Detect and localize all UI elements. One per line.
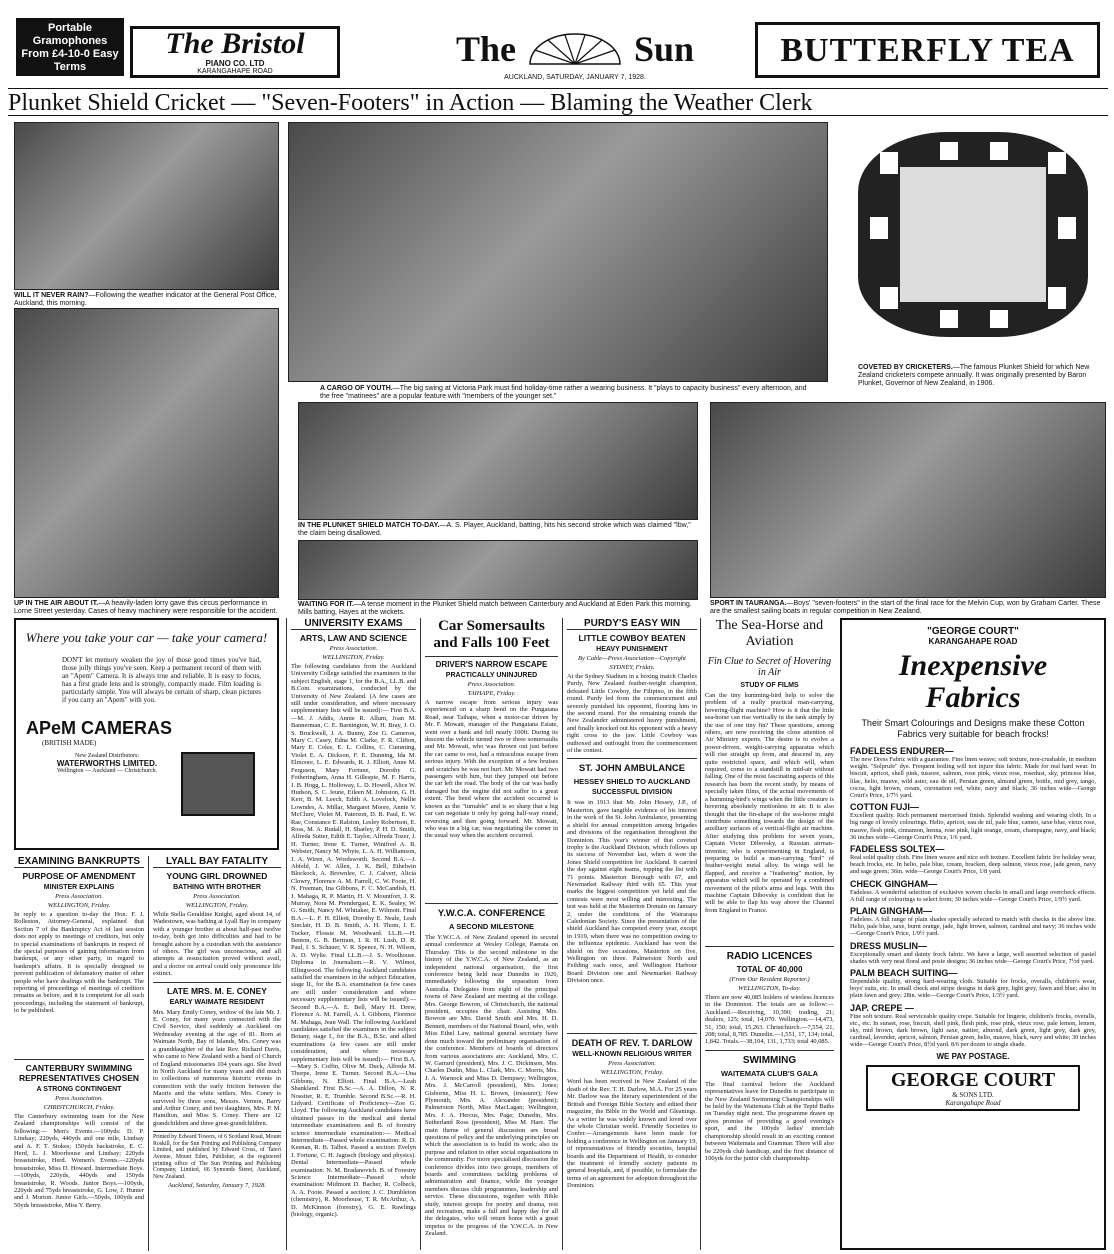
ywca-text: The Y.W.C.A. of New Zealand opened its second annual conference at Wesley College, Paerata on Thursday. This is the second milestone in the history of the Y.W.C.A. of New Zealand, as an independent national organisation, the first conference being held near Dunedin in 1926, immediately following the separation from Australia. Delegates from eight of the principal towns of New Zealand are meeting at the college. Mrs. George Bowron, of Christchurch, the national president, occupies the chair. Assisting Mrs. Bowron are Mrs. David Smith and Mrs. H. D. Bennett, members of the National Board, who, with Miss Ethel Law, national general secretary have done much toward the preliminary organisation of the conference. Members of boards of directors from various associations are: Auckland, Mrs. C. W. Garrard (president), Mrs. J. C. Dickinson, Mrs. Charles Dudin, Miss L. Clark, Mrs. C. Morris, Mrs. J. A. Warnock and Miss D. Dempsey; Wellington, Mrs. J. McCarroll (president), Mrs. Jones; Gisborne, Miss H. L. Brown, (treasurer); New Plymouth, Mrs. A. Alexander (president); Palmerston North, Miss MacLagan; Wellington, Mrs. J. A. Hercus, Mrs. Page; Dunedin, Mrs. Sutherland Ross (president), Miss M. Hare. The main theme of general discussion are broad questions of policy and the underlying principles on which the association is to build its work; also its purpose and relation to other social organisations in the community. For more specialised discussion the conference divides into two groups, members of boards and committees tackling problems of administration and finance, while the younger members discuss club programmes, leadership and service. These discussions, together with Bible study, interest groups for poetry and drama, rest and recreation, make a full and happy day for all the delegates, who will return home with a great impetus to the progress of the Y.W.C.A. in New Zealand. [425,934,558,1238]
fabric-item [850,1003,1096,1049]
stjohn-head2: HESSEY SHIELD TO AUCKLAND [573,777,691,787]
swim-head2: WAITEMATA CLUB'S GALA [720,1068,819,1078]
fabric-item-title: FADELESS SOLTEX— [850,844,945,855]
canterbury-swim-text: The Canterbury swimming team for the New Zealand championships will consist of the following:— Men's Events.—100yds: D. P. Lindsay; 220yds, 440yds and one mile, Lindsay and A. F. T. Stokes; 150yds backstroke, E. C. Herd, L. J. Moorhouse and Lindsay; 220yds breaststroke, Herd. Women's Events.—220yds breaststroke, Miss D. Howard. Intermediate Boys.—100yds, 220yds, 440yds and 150yds breaststroke, R. Woods. Junior Boys.—100yds, 220yds and 75yds breaststroke, G. Low, J. Hunter and J. Morton. Junior Girls.—50yds, 100yds and 50yds breaststroke, Miss Y. Berry. [14,1113,144,1209]
seahorse-head2: Fin Clue to Secret of Hovering in Air [707,656,832,678]
bristol-ad-sub: PIANO CO. LTD [205,59,265,68]
imprint: Printed by Edward Towers, of 6 Scotland Road, Mount Roskill, for the Sun Printing and Publishing Company Limited, and published by Edward Cross, of Taieri Avenue, Mount Eden, Publisher, at the registered printing office of The Sun Printing and Publishing Company, Limited, 66 Symonds Street, Auckland, New Zealand. [153,1131,281,1180]
radio-head2: TOTAL OF 40,000 [736,965,803,974]
fabric-item-desc: Fadeless. A wonderful selection of exclusive woven checks in small and large overcheck effects. A full range of colourings to select from; 30 inches wide—George Court's Price, 1/9½ yard. [850,888,1096,903]
fabric-item-title: DRESS MUSLIN— [850,940,928,951]
lyall-head1: LYALL BAY FATALITY [153,856,281,868]
darlow-head1: DEATH OF REV. T. DARLOW [567,1033,697,1048]
bankrupts-head2: PURPOSE OF AMENDMENT [22,871,136,881]
ywca-head2: A SECOND MILESTONE [448,922,534,931]
swim-head1: SWIMMING [705,1050,834,1066]
paper-title-sun: Sun [633,29,695,69]
apem-made: (BRITISH MADE) [42,739,97,747]
photo-waiting-for-it-caption: WAITING FOR IT.—A tense moment in the Plunket Shield match between Canterbury and Auckland at Eden Park this morning. Mills batting, Hayes at the wickets. [298,601,692,616]
purdy-head1: PURDY'S EASY WIN [567,618,697,630]
fabric-item [850,802,1096,841]
coney-head1: LATE MRS. M. E. CONEY [153,982,281,996]
photo-weather-indicator-caption-title: WILL IT NEVER RAIN? [14,292,89,299]
canterbury-swim-head2: A STRONG CONTINGENT [36,1086,122,1093]
fabric-item-desc: Fine soft texture. Real serviceable quality crepe. Suitable for lingerie, children's frocks, overalls, etc., etc. In sunset, rose, biscuit, shell pink, flesh pink, rose pink, vieux rose, pale lemon, lemon, sky, mid brown, dark brown, light saxe, nattier, almond, dark green, light grey, dark grey, cardinal, lavender, apricot, salmon, Persian green, helio, mauve, black, navy and white; 30 inches wide—George Court's Price, 8½d yard. 8/6 per dozen to single shade. [850,1012,1096,1049]
photo-cricket-match-caption: IN THE PLUNKET SHIELD MATCH TO-DAY.—A. S. Player, Auckland, batting, hits his second stroke which was claimed "lbw," the claim being disallowed. [298,522,691,537]
exams-head1: UNIVERSITY EXAMS [291,618,416,630]
radio-text: There are now 40,085 holders of wireless licences in the Dominion. The totals are as follow:— Auckland.—Receiving, 10,390; trading, 21; dealers, 125; total, 14,070. Wellington.—14,473, 51, 150; total, 15,263. Christchurch.—7,554, 21, 208; total, 8,785. Dunedin.—1,551, 17, 134; total, 1,842. Totals.—38,104, 131, 1,733; total 40,085. [705,994,834,1046]
george-court-ad [840,618,1106,1250]
banner-headline: Plunket Shield Cricket — "Seven-Footers" in Action — Blaming the Weather Clerk [8,88,1108,116]
fabric-item-title: FADELESS ENDURER— [850,746,954,756]
car-text: A narrow escape from serious injury was experienced on a sharp bend on the Pungatana Road, near Taihape, when a motor-car driven by Mr. F. Mowatt, manager of the Pungatana Estate, went over a bank and fell nearly 100ft. During its descent the vehicle turned two or three somersaults and Mr. Mowatt, who was thrown out just before the car came to rest, had a miraculous escape from serious injury. With the exception of a few bruises and scratches he was not hurt. Mr. Mowatt had two passengers with him, but they jumped out before the car left the road. The body of the car was badly damaged but the engine did not suffer to a great extent. The bend where the accident occurred is known as the "turnable" and is so sharp that a big car can negotiate it only by going half-way round, reversing and then going forward. Mr. Mowatt, who was in a big car, was negotiating the corner in the usual way when the accident occurred. [425,699,558,840]
headline-weather: Blaming the Weather Clerk [550,90,813,116]
bristol-ad-title: The Bristol [165,27,305,60]
fabric-item [850,879,1096,903]
photo-cargo-of-youth-caption: A CARGO OF YOUTH.—The big swing at Victoria Park must find holiday-time rather a wearing business. It "plays to capacity business" every afternoon, and the free "matinees" are a popular feature with "members of the younger set." [320,385,807,400]
gc-items [850,746,1096,1049]
photo-lorry-caption: UP IN THE AIR ABOUT IT.—A heavily-laden lorry gave this circus performance in Lorne Street yesterday. Cases of heavy machinery were responsible for the accident. [14,600,278,615]
bankrupts-head1: EXAMINING BANKRUPTS [14,856,144,868]
fabric-item-title: COTTON FUJI— [850,802,919,813]
fabric-item-desc: The new Dress Fabric with a guarantee. Fine linen weave; soft texture, non-crushable, in medium weight. "Solprufe" dye. Frequent boiling will not injure this fabric. Made for real hard wear. In biscuit, apricot, shell pink, tussore, salmon, rose pink, vieux rose, rosedust, sky, princess blue, lilac, helio, mauve, wild aster, eau de nil, Persian green, almond green, bottle, mid grey, tango, cocoa, light brown, cream, coronation red, white, navy and black; 36 inches wide—George Court's Price, 1/7½ yard. [850,756,1096,800]
exams-head2: ARTS, LAW AND SCIENCE [299,633,408,643]
photo-cricket-match [298,402,698,520]
photo-lorry [14,308,279,598]
fabric-item [850,941,1096,965]
darlow-text: Word has been received in New Zealand of the death of the Rev. T. H. Darlow, M.A. For 25 years Mr. Darlow was the literary superintendent of the British and Foreign Bible Society and edited their magazine, the Bible in the World and Gleanings. As a writer he was widely known and loved over the whole Christian world. Friendly Societies to Confer.—Arrangements have been made for holding a conference in Wellington on January 19, of representatives of friendly societies, hospital boards and the Department of Health, to consider the treatment of friendly society patients in general hospitals, and, if possible, to formulate the terms of an agreement for adoption throughout the Dominion. [567,1078,697,1190]
headline-cricket: Plunket Shield Cricket [8,90,226,116]
coney-text: Mrs. Mary Emily Coney, widow of the late Mr. J. E. Coney, for many years connected with the Civil Service, died suddenly at Auckland on Wednesday evening at the age of 81. Born at Waimate North, Bay of Islands, Mrs. Coney was a granddaughter of the late Rev. Richard Davis, who came to New Zealand with a band of Church of England missionaries 104 years ago. She lived in North Auckland for many years and did much to collections of numerous historic events in connection with the early friction between the Maoris and the white settlers. Mrs. Coney is survived by three sons, Messrs. Vernon, Barry and Arthur Coney, and two daughters, Mrs. P. M. Hamilton, and Miss S. Coney. There are 12 grandchildren and three great-grandchildren. [153,1008,281,1127]
lyall-text: While Stella Geraldine Knight, aged about 14, of Wadestown, was bathing at Lyall Bay in company with a younger brother at about half-past twelve to-day, both got into difficulties and had to be brought ashore by a custodian with the assistance of others. The girl was unconscious, and all attempts at resuscitation proved without avail, and a doctor on arrival could only pronounce life extinct. [153,911,281,978]
car-head2: DRIVER'S NARROW ESCAPE [425,656,558,669]
fabric-item-title: PLAIN GINGHAM— [850,906,932,917]
gc-logo-addr: Karangahape Road [945,1098,1001,1107]
fabric-item-title: JAP. CREPE — [850,1002,914,1013]
fabric-item-title: CHECK GINGHAM— [850,878,937,889]
photo-tauranga-sailing-caption: SPORT IN TAURANGA.—Boys' "seven-footers" in the start of the final race for the Melvin Cup, won by Graham Carter. These are the smallest sailing boats in regular competition in New Zealand. [710,600,1101,615]
gc-logo [866,1065,1080,1111]
ywca-head1: Y.W.C.A. CONFERENCE [425,903,558,919]
coney-head2: EARLY WAIMATE RESIDENT [169,998,265,1006]
apem-distrib: WATERWORTHS LIMITED. [56,759,158,768]
gc-logo-sub: & SONS LTD. [952,1090,994,1099]
lyall-head2: YOUNG GIRL DROWNED [166,871,268,881]
column-seahorse: The Sea-Horse and Aviation Fin Clue to Secret of Hovering in Air STUDY OF FILMS Can the tiny humming-bird help to solve the problem of a really practical man-carrying, hovering-flight machine? How is it that the little sea-horse can rise vertically in the tank simply by the use of one tiny fin? These questions, among others, are now receiving the close attention of Air Ministry experts. The desire is to evolve a power-driven, weight-carrying apparatus which will rise straight up from, and descend in, any quite restricted space, and which will, when required, come to a standstill in mid-air without falling. One of the most fascinating aspects of this research has been the recent study, by means of specially taken films, of the actual movements of a humming-bird's wings when the little creature is hovering absolutely motionless in air. It is also thought that the fin-shape of the sea-horse might contribute something towards the design of the auxiliary surfaces of a vertical-flight air machine. After studying this problem for seven years, Captain Victor Dibovsky, a Russian airman-inventor, who is experimenting in England, is preparing to build a man-carrying "bird" of feather-weight metal alloy. Its wings will be flapped, and receive a "feathering" motion, by apparatus which will be operated by a combined movement of the pilot's arms and legs. With this machine Captain Dibovsky is confident that he will be able to flap his way above the Channel from England to France. RADIO LICENCES TOTAL OF 40,000 (From Our Resident Reporter.) WELLINGTON, To-day. There are now 40,085 holders of wireless licences in the Dominion. The totals are as follow:— Auckland.—Receiving, 10,390; trading, 21; dealers, 125; total, 14,070. Wellington.—14,473, 51, 150; total, 15,263. Christchurch.—7,554, 21, 208; total, 8,785. Dunedin.—1,551, 17, 134; total, 1,842. Totals.—38,104, 131, 1,733; total 40,085. SWIMMING WAITEMATA CLUB'S GALA The final carnival before the Auckland representatives leave for Dunedin to participate in the New Zealand Swimming Championships will be held by the Waitemata Club at the Tepid Baths on Tuesday night next. The programme drawn up gives promise of providing a good evening's sport, and the 100yds ladies' interclub championship should result in an exciting contest between Waitemata and Grammar. There will also be 220yds club handicap, and the first distance of 100yds for the junior club championship. [700,618,834,1250]
column-purdy: PURDY'S EASY WIN LITTLE COWBOY BEATEN HEAVY PUNISHMENT By Cable—Press Association—Copyright SYDNEY, Friday. At the Sydney Stadium in a boxing match Charles Purdy, New Zealand feather-weight champion, defeated Little Cowboy, the Filipino, in the fifth round. Purdy led from the commencement and severely punished his opponent, flooring him in the second round. For the remaining rounds the New Zealander administered heavy punishment, and finally knocked out his opponent with a heavy right cross to the jaw. Little Cowboy was outboxed and outfought from the commencement of the contest. ST. JOHN AMBULANCE HESSEY SHIELD TO AUCKLAND SUCCESSFUL DIVISION It was in 1913 that Mr. John Hessey, J.P., of Masterton, gave tangible evidence of his interest in the work of the St. John Ambulance, presenting a shield for annual competition among brigades and divisions of the organisation throughout the Dominion. This year's winner of that coveted trophy is the Auckland Division, which follows up its success of November last, when it won the Jones Shield competition for Auckland. It carried the day against eight teams, topping the list with 71 points. Masterton Borough with 67, and Newmarket Railway third with 65. This year marks the biggest competition yet held and the contests were most willing and interesting. The test was held at the Masterton Domain on January 2, under the conditions of the Wairarapa Caledonian Society. Since the presentation of the shield Auckland has competed every year, except in 1919, when there was no competition owing to the influenza epidemic. Auckland has won the shield on five occasions, Masterton on five, Wellington on three. Palmerston North and Feilding each once, and Wellington Harbour Board Division one and Newmarket Railway Division once. DEATH OF REV. T. DARLOW WELL-KNOWN RELIGIOUS WRITER Press Association. WELLINGTON, Friday. Word has been received in New Zealand of the death of the Rev. T. H. Darlow, M.A. For 25 years Mr. Darlow was the literary superintendent of the British and Foreign Bible Society and edited their magazine, the Bible in the World and Gleanings. As a writer he was widely known and loved over the whole Christian world. Friendly Societies to Confer.—Arrangements have been made for holding a conference in Wellington on January 19, of representatives of friendly societies, hospital boards and the Department of Health, to consider the treatment of friendly society patients in general hospitals, and, if possible, to formulate the terms of an agreement for adoption throughout the Dominion. [562,618,697,1250]
apem-distrib-label: New Zealand Distributors: [75,753,139,759]
photo-plunket-shield [840,122,1106,352]
stjohn-head3: SUCCESSFUL DIVISION [592,789,672,797]
photo-tauranga-sailing [710,402,1106,598]
column-bankrupts: EXAMINING BANKRUPTS PURPOSE OF AMENDMENT MINISTER EXPLAINS Press Association. WELLINGTON, Friday. In reply to a question to-day the Hon. F. J. Rolleston, Attorney-General, explained that Section 7 of the Bankruptcy Act of last session does not apply to meetings of creditors, but only to special examinations of bankrupts in respect of the special purposes of gaining information from bankrupt, or any other party, in regard to bankrupt's affairs. It is specially designed to prevent publication of defamatory matter of other people who have dealings with the bankrupt. The reporting of proceedings of meetings of creditors remains as before, and it is competent for all such proceedings, including the statement of bankrupt, to be published. CANTERBURY SWIMMING REPRESENTATIVES CHOSEN A STRONG CONTINGENT Press Association. CHRISTCHURCH, Friday. The Canterbury swimming team for the New Zealand championships will consist of the following:— Men's Events.—100yds: D. P. Lindsay; 220yds, 440yds and one mile, Lindsay and A. F. T. Stokes; 150yds backstroke, E. C. Herd, L. J. Moorhouse and Lindsay; 220yds breaststroke, Herd. Women's Events.—220yds breaststroke, Miss D. Howard. Intermediate Boys.—100yds, 220yds, 440yds and 150yds breaststroke, R. Woods. Junior Boys.—100yds, 220yds and 75yds breaststroke, G. Low, J. Hunter and J. Morton. Junior Girls.—50yds, 100yds and 50yds breaststroke, Miss Y. Berry. [14,856,144,1209]
purdy-text: At the Sydney Stadium in a boxing match Charles Purdy, New Zealand feather-weight champion, defeated Little Cowboy, the Filipino, in the fifth round. Purdy led from the commencement and severely punished his opponent, flooring him in the second round. For the remaining rounds the New Zealander administered heavy punishment, and finally knocked out his opponent with a heavy right cross to the jaw. Little Cowboy was outboxed and outfought from the commencement of the contest. [567,673,697,755]
imprint-date: Auckland, Saturday, January 7, 1928. [168,1182,266,1190]
fabric-item-desc: Dependable quality, strong hard-wearing cloth. Suitable for frocks, overalls, children's wear, boys' suits, etc. In small check and stripe designs in dark grey, light grey, fawn and blue; also in plain fawn and grey; 28in. wide—George Court's Price, 1/3½ yard. [850,978,1096,1000]
column-exams: UNIVERSITY EXAMS ARTS, LAW AND SCIENCE Press Association. WELLINGTON, Friday. The following candidates from the Auckland University College satisfied the examiners in the subject English, stage 1, for the B.A., LL.B. and B.Com. examinations, conducted by the University of New Zealand. (A few cases are still under consideration, and where necessary supplementary lists will be issued):— First B.A.—M. J. Addis, Annie R. Allum, Joan M. Bannerman, C. E. Barnington, W. H. Bray, J. O. S. Bruckwell, J. A. Bunny, Zoe G. Cameron, Mary C. Casey, Edna M. Clarke, F. R. Clifton, Mary E. Coles, E. L. Collins, C. Cumming, Violet E. A. Dickson, F. E. Dunning, Ida M. Elmoore, L. E. Edwards, R. J. Elliott, Anne M. Ferguson, Mary Fortune, Dorothy G. Fotheringham, Anna H. Gillespie, M. F. Harris, J. B. Hogg, L. Holloway, L. D. Howell, Alice W. Hudson, S. C. Jeune, Eileen M. Johnston, G. H. Kerr, B. M. Leech, Edith A. Lovelock, Nellie Lowndes, A. Millar, Margaret Moore, Annie V. McClure, Violet M. Paterson, D. B. Paul, E. W. Rae, Constance E. Ralston, Lesley Robertson, E. Ross, M. A. Rudall, H. Sharley, P. H. D. Smith, Alfreda Sutter, Edith E. Taylor, Alfreda Tozer, J. H. Turner, Irene E. Turner, Winifred A. B. Webster, Nancy M. Whyte, L. A. H. Williamson, J. A. Wiren, A. Wordsworth. Second B.A.—J. Abfeld, J. W. Allen, J. K. Bell, Ethelwin Blockock, A. Brownlee, C. J. Calvert, Alicia Clowry, Florence A. M. Farrell, C. W. Foote, H. N. Freeman, Ina Gibbons, F. C. McCandish, H. J. Mahaga, R. P. Martin, H. V. Mountfort, J. R. Murray, Nora M. Prendergast, E. K. Sealey, W. G. Smith, Nancy M. Whitaker, E. Wilmott. Final B.A.—L. F. H. Elliott, Dorothy E. Neale, Leah Sinclair, H. D. B. Smith, A. H. Thom, I. E. Tucker, Flossie M. Woodward. LL.B.—H. Benton, G. B. Bertram, I. R. H. Lush, D. R. Paul, I. S. Schauer, V. R. Spence, N. H. Wilson, A. D. Wylie. Final LL.B.—J. S. Woolhouse. Diploma in Journalism.—R. V. Wilmot, Ellingwood. The following Auckland candidates satisfied the examiners in the subject Education, stage II., for the B.A. examination (a few cases are still under consideration and where necessary supplementary lists will be issued):— Second B.A.—A. E. Bell, Mary H. Drew, Florence A. M. Farrell, A. I. Gibbons, Florence M. Mahaga, Jean Wall. The following Auckland candidates satisfied the examiners in the subject Botany, stage I., for the B.A., B.Sc. and allied examinations (a few cases are still under consideration, and where necessary supplementary lists will be issued):— First B.A.—Mary S. Coffin, Olive M. Duck, Alfreda M. Thorpe, Irene E. Turner. Second B.A.—Una Gibbons, N. Elliott. Final B.A.—Leah Shankland. First B.Sc.—A. A. Dillon, N. R. Nossiter, R. E. Trumble. Second B.Sc.—R. H. Lidyard. Certificate of Proficiency—Zoe G. Lloyd. The following Auckland candidates have obtained passes in the medical and dental intermediate examinations and B. of forestry science intermediate examination:— Medical Intermediate—Passed whole examination: R. D. Keenan, R. B. Talbot. Passed a section: Evelyn J. Fortune, C. H. Jagusch (biology and physics). Dental Intermediate—Passed whole examination: N. M. Bradanovich. B. of Forestry Science Intermediate—Passed whole examination: Midmont D. Bacher, R. Colbeck, A. A. Foote. Passed a section: J. C. Dumbleton (chemistry), R. Moorhouse, T. R. McArthur, A. D. McKinnon (forestry), G. E. Rawlings (biology, organic). [286,618,416,1250]
apem-body: DON'T let memory weaken the joy of those good times you've had, those jolly things you've seen. Keep a permanent record of them with an "Apem" Camera. It is always true and reliable. It is easy to focus, has a first grade lens and is strongly, compactly made. Film loading is particularly simple. You will always be certain of sharp, clean pictures if you carry an "Apem" with you. [62,656,261,704]
butterfly-tea-ad-text: BUTTERFLY TEA [780,32,1075,69]
apem-brand: APeM CAMERAS [26,718,173,738]
paper-title-the: The [455,29,516,69]
gc-logo-text: GEORGE COURT [890,1068,1056,1091]
fabric-item-desc: Exceptionally smart and dainty frock fabric. We have a large, well assorted selection of pastel shades with very neat floral and posie designs; 36 inches wide—George Court's Price, 7½d yard. [850,950,1096,965]
gramophone-ad [16,18,124,76]
stjohn-text: It was in 1913 that Mr. John Hessey, J.P., of Masterton, gave tangible evidence of his interest in the work of the St. John Ambulance, presenting a shield for annual competition among brigades and divisions of the organisation throughout the Dominion. This year's winner of that coveted trophy is the Auckland Division, which follows up its success of November last, when it won the Jones Shield competition for Auckland. It carried the day against eight teams, topping the list with 71 points. Masterton Borough with 67, and Newmarket Railway third with 65. This year marks the biggest competition yet held and the contests were most willing and interesting. The test was held at the Masterton Domain on January 2, under the conditions of the Wairarapa Caledonian Society. Since the presentation of the shield Auckland has competed every year, except in 1919, when there was no competition owing to the influenza epidemic. Auckland has won the shield on five occasions, Masterton on five, Wellington on three. Palmerston North and Feilding each once, and Wellington Harbour Board Division one and Newmarket Railway Division once. [567,799,697,985]
fabric-item [850,746,1096,799]
seahorse-text: Can the tiny humming-bird help to solve the problem of a really practical man-carrying, hovering-flight machine? How is it that the little sea-horse can rise vertically in the tank simply by the use of one tiny fin? These questions, among others, are now receiving the close attention of Air Ministry experts. The desire is to evolve a power-driven, weight-carrying apparatus which will rise straight up from, and descend in, any quite restricted space, and which will, when required, come to a standstill in mid-air without falling. One of the most fascinating aspects of this research has been the recent study, by means of specially taken films, of the actual movements of a humming-bird's wings when the little creature is hovering absolutely motionless in air. It is also thought that the fin-shape of the sea-horse might contribute something towards the design of the auxiliary surfaces of a vertical-flight air machine. After studying this problem for seven years, Captain Victor Dibovsky, a Russian airman-inventor, who is experimenting in England, is preparing to build a man-carrying "bird" of feather-weight metal alloy. Its wings will be flapped, and receive a "feathering" motion, by apparatus which will be operated by a combined movement of the pilot's arms and legs. With this machine Captain Dibovsky is confident that he will be able to flap his way above the Channel from England to France. [705,692,834,914]
fabric-item-desc: Real solid quality cloth. Fine linen weave and nice soft texture. Excellent fabric for holiday wear, beach frocks, etc. In helio, pale blue, cream, bracken, deep salmon, vieux rose, jade green, navy and sage green; 36in. wide—George Court's Price, 1/8 yard. [850,854,1096,876]
apem-cities: Wellington — Auckland — Christchurch. [56,768,157,774]
gc-head2: KARANGAHAPE ROAD [928,637,1018,646]
fabric-item-desc: Fadeless. A full range of plain shades specially selected to match with checks in the above line. Helio, pale blue, saxe, burnt orange, jade, light brown, salmon, cardinal and navy; 36 inches wide—George Court's Price, 1/9½ yard. [850,916,1096,938]
purdy-head3: HEAVY PUNISHMENT [596,646,668,653]
gc-title2: Fabrics [925,681,1021,714]
purdy-head2: LITTLE COWBOY BEATEN [578,633,686,643]
bankrupts-head3: MINISTER EXPLAINS [43,884,115,891]
car-head3: PRACTICALLY UNINJURED [445,672,538,679]
gc-title1: Inexpensive [898,649,1048,682]
radio-head1: RADIO LICENCES [705,946,834,962]
bankrupts-text: In reply to a question to-day the Hon. F. J. Rolleston, Attorney-General, explained that Section 7 of the Bankruptcy Act of last session does not apply to meetings of creditors, but only to special examinations of bankrupts in respect of the special purposes of gaining information from bankrupt, or any other party, in regard to bankrupt's affairs. It is specially designed to prevent publication of defamatory matter of other people who have dealings with the bankrupt. The reporting of proceedings of meetings of creditors remains as before, and it is competent for all such proceedings, including the statement of bankrupt, to be published. [14,911,144,1015]
canterbury-swim-head1: CANTERBURY SWIMMING REPRESENTATIVES CHOSEN [14,1059,144,1083]
gc-postage: WE PAY POSTAGE. [936,1051,1010,1061]
plunket-shield-icon [840,122,1106,352]
photo-plunket-shield-caption: COVETED BY CRICKETERS.—The famous Plunket Shield for which New Zealand cricketers compete annually. It was originally presented by Baron Plunket, Governor of New Zealand, in 1906. [858,364,1090,387]
bristol-ad-addr: KARANGAHAPE ROAD [197,68,273,75]
fabric-item-desc: Excellent quality. Rich permanent mercerised finish. Splendid washing and wearing cloth. In a big range of lovely colourings. Helio, apricot, eau de nil, pale blue, cameo, saxe blue, vieux rose, mauve, flesh pink, cinnamon, henna, rose pink, light orange, cream, champagne, navy, and black; 36 inches wide—George Court's Price, 1/6 yard. [850,812,1096,841]
butterfly-tea-ad [755,22,1100,78]
photo-weather-indicator-caption: WILL IT NEVER RAIN?—Following the weather indicator at the General Post Office, Auckland, this morning. [14,292,277,307]
masthead [0,0,1114,86]
gramophone-ad-text: Portable Gramophones From £4-10-0 Easy Terms [21,22,119,73]
column-car-somersault: Car Somersaults and Falls 100 Feet DRIVER'S NARROW ESCAPE PRACTICALLY UNINJURED Press Association. TAIHAPE, Friday. A narrow escape from serious injury was experienced on a sharp bend on the Pungatana Road, near Taihape, when a motor-car driven by Mr. F. Mowatt, manager of the Pungatana Estate, went over a bank and fell nearly 100ft. During its descent the vehicle turned two or three somersaults and Mr. Mowatt, who was thrown out just before the car came to rest, had a miraculous escape from serious injury. With the exception of a few bruises and scratches he was not hurt. Mr. Mowatt had two passengers with him, but they jumped out before the car left the road. The body of the car was badly damaged but the engine did not suffer to a great extent. The bend where the accident occurred is known as the "turnable" and is so sharp that a big car can negotiate it only by going half-way round, reversing and then going forward. Mr. Mowatt, who was in a big car, was negotiating the corner in the usual way when the accident occurred. Y.W.C.A. CONFERENCE A SECOND MILESTONE The Y.W.C.A. of New Zealand opened its second annual conference at Wesley College, Paerata on Thursday. This is the second milestone in the history of the Y.W.C.A. of New Zealand, as an independent national organisation, the first conference being held near Dunedin in 1926, immediately following the separation from Australia. Delegates from eight of the principal towns of New Zealand are meeting at the college. Mrs. George Bowron, of Christchurch, the national president, occupies the chair. Assisting Mrs. Bowron are Mrs. David Smith and Mrs. H. D. Bennett, members of the National Board, who, with Miss Ethel Law, national general secretary have done much toward the preliminary organisation of the conference. Members of boards of directors from various associations are: Auckland, Mrs. C. W. Garrard (president), Mrs. J. C. Dickinson, Mrs. Charles Dudin, Miss L. Clark, Mrs. C. Morris, Mrs. J. A. Warnock and Miss D. Dempsey; Wellington, Mrs. J. McCarroll (president), Mrs. Jones; Gisborne, Miss H. L. Brown, (treasurer); New Plymouth, Mrs. A. Alexander (president); Palmerston North, Miss MacLagan; Wellington, Mrs. J. A. Hercus, Mrs. Page; Dunedin, Mrs. Sutherland Ross (president), Miss M. Hare. The main theme of general discussion are broad questions of policy and the underlying principles on which the association is to build its work; also its purpose and relation to other social organisations in the community. For more specialised discussion the conference divides into two groups, members of boards and committees tackling problems of administration and finance, while the younger members discuss club programmes, leadership and service. These discussions, together with Bible study, interest groups for poetry and drama, rest and recreation, make a full and happy day for all the delegates, who will return home with a great impetus to the progress of the Y.W.C.A. in New Zealand. [420,618,558,1250]
gc-intro: Their Smart Colourings and Designs make these Cotton Fabrics very suitable for beach frocks! [861,718,1085,739]
headline-seven-footers: "Seven-Footers" in Action [261,90,515,116]
masthead-dateline: AUCKLAND, SATURDAY, JANUARY 7, 1928. [504,74,646,81]
seahorse-head3: STUDY OF FILMS [740,682,799,689]
lyall-head3: BATHING WITH BROTHER [173,884,261,891]
car-head1: Car Somersaults and Falls 100 Feet [433,618,550,651]
camera-icon [181,752,255,816]
apem-camera-ad [14,618,279,850]
fabric-item-title: PALM BEACH SUITING— [850,968,958,979]
seahorse-head1: The Sea-Horse and Aviation [715,618,824,649]
swim-text: The final carnival before the Auckland representatives leave for Dunedin to participate in the New Zealand Swimming Championships will be held by the Waitemata Club at the Tepid Baths on Tuesday night next. The programme drawn up gives promise of providing a good evening's sport, and the 100yds ladies' interclub championship should result in an exciting contest between Waitemata and Grammar. There will also be 220yds club handicap, and the first distance of 100yds for the junior club championship. [705,1080,834,1162]
photo-weather-indicator [14,122,279,290]
stjohn-head1: ST. JOHN AMBULANCE [567,758,697,774]
bristol-ad [130,26,340,78]
fabric-item [850,844,1096,876]
paper-title [430,28,720,72]
darlow-head2: WELL-KNOWN RELIGIOUS WRITER [572,1051,692,1059]
fabric-item [850,968,1096,1000]
exams-text: The following candidates from the Auckland University College satisfied the examiners in the subject English, stage 1, for the B.A., LL.B. and B.Com. examinations, conducted by the University of New Zealand. (A few cases are still under consideration, and where necessary supplementary lists will be issued):— First B.A.—M. J. Addis, Annie R. Allum, Joan M. Bannerman, C. E. Barnington, W. H. Bray, J. O. S. Bruckwell, J. A. Bunny, Zoe G. Cameron, Mary C. Casey, Edna M. Clarke, F. R. Clifton, Mary E. Coles, E. L. Collins, C. Cumming, Violet E. A. Dickson, F. E. Dunning, Ida M. Elmoore, L. E. Edwards, R. J. Elliott, Anne M. Ferguson, Mary Fortune, Dorothy G. Fotheringham, Anna H. Gillespie, M. F. Harris, J. B. Hogg, L. Holloway, L. D. Howell, Alice W. Hudson, S. C. Jeune, Eileen M. Johnston, G. H. Kerr, B. M. Leech, Edith A. Lovelock, Nellie Lowndes, A. Millar, Margaret Moore, Annie V. McClure, Violet M. Paterson, D. B. Paul, E. W. Rae, Constance E. Ralston, Lesley Robertson, E. Ross, M. A. Rudall, H. Sharley, P. H. D. Smith, Alfreda Sutter, Edith E. Taylor, Alfreda Tozer, J. H. Turner, Irene E. Turner, Winifred A. B. Webster, Nancy M. Whyte, L. A. H. Williamson, J. A. Wiren, A. Wordsworth. Second B.A.—J. Abfeld, J. W. Allen, J. K. Bell, Ethelwin Blockock, A. Brownlee, C. J. Calvert, Alicia Clowry, Florence A. M. Farrell, C. W. Foote, H. N. Freeman, Ina Gibbons, F. C. McCandish, H. J. Mahaga, R. P. Martin, H. V. Mountfort, J. R. Murray, Nora M. Prendergast, E. K. Sealey, W. G. Smith, Nancy M. Whitaker, E. Wilmott. Final B.A.—L. F. H. Elliott, Dorothy E. Neale, Leah Sinclair, H. D. B. Smith, A. H. Thom, I. E. Tucker, Flossie M. Woodward. LL.B.—H. Benton, G. B. Bertram, I. R. H. Lush, D. R. Paul, I. S. Schauer, V. R. Spence, N. H. Wilson, A. D. Wylie. Final LL.B.—J. S. Woolhouse. Diploma in Journalism.—R. V. Wilmot, Ellingwood. The following Auckland candidates satisfied the examiners in the subject Education, stage II., for the B.A. examination (a few cases are still under consideration and where necessary supplementary lists will be issued):— Second B.A.—A. E. Bell, Mary H. Drew, Florence A. M. Farrell, A. I. Gibbons, Florence M. Mahaga, Jean Wall. The following Auckland candidates satisfied the examiners in the subject Botany, stage I., for the B.A., B.Sc. and allied examinations (a few cases are still under consideration, and where necessary supplementary lists will be issued):— First B.A.—Mary S. Coffin, Olive M. Duck, Alfreda M. Thorpe, Irene E. Turner. Second B.A.—Una Gibbons, N. Elliott. Final B.A.—Leah Shankland. First B.Sc.—A. A. Dillon, N. R. Nossiter, R. E. Trumble. Second B.Sc.—R. H. Lidyard. Certificate of Proficiency—Zoe G. Lloyd. The following Auckland candidates have obtained passes in the medical and dental intermediate examinations and B. of forestry science intermediate examination:— Medical Intermediate—Passed whole examination: R. D. Keenan, R. B. Talbot. Passed a section: Evelyn J. Fortune, C. H. Jagusch (biology and physics). Dental Intermediate—Passed whole examination: N. M. Bradanovich. B. of Forestry Science Intermediate—Passed whole examination: Midmont D. Bacher, R. Colbeck, A. A. Foote. Passed a section: J. C. Dumbleton (chemistry), R. Moorhouse, T. R. McArthur, A. D. McKinnon (forestry), G. E. Rawlings (biology, organic). [291,663,416,1219]
sunburst-icon [520,32,630,66]
photo-cargo-of-youth [288,122,828,382]
fabric-item [850,906,1096,938]
apem-slogan: Where you take your car — take your camera! [25,630,268,645]
column-lyall-bay: LYALL BAY FATALITY YOUNG GIRL DROWNED BATHING WITH BROTHER Press Association. WELLINGTON, Friday. While Stella Geraldine Knight, aged about 14, of Wadestown, was bathing at Lyall Bay in company with a younger brother at about half-past twelve to-day, both got into difficulties and had to be brought ashore by a custodian with the assistance of others. The girl was unconscious, and all attempts at resuscitation proved without avail, and a doctor on arrival could only pronounce life extinct. LATE MRS. M. E. CONEY EARLY WAIMATE RESIDENT Mrs. Mary Emily Coney, widow of the late Mr. J. E. Coney, for many years connected with the Civil Service, died suddenly at Auckland on Wednesday evening at the age of 81. Born at Waimate North, Bay of Islands, Mrs. Coney was a granddaughter of the late Rev. Richard Davis, who came to New Zealand with a band of Church of England missionaries 104 years ago. She lived in North Auckland for many years and did much to collections of numerous historic events in connection with the early friction between the Maoris and the white settlers. Mrs. Coney is survived by three sons, Messrs. Vernon, Barry and Arthur Coney, and two daughters, Mrs. P. M. Hamilton, and Miss S. Coney. There are 12 grandchildren and three great-grandchildren. Printed by Edward Towers, of 6 Scotland Road, Mount Roskill, for the Sun Printing and Publishing Company Limited, and published by Edward Cross, of Taieri Avenue, Mount Eden, Publisher, at the registered printing office of The Sun Printing and Publishing Company, Limited, 66 Symonds Street, Auckland, New Zealand. Auckland, Saturday, January 7, 1928. [148,856,281,1251]
gc-head1: "GEORGE COURT" [927,626,1019,637]
photo-waiting-for-it [298,540,698,600]
